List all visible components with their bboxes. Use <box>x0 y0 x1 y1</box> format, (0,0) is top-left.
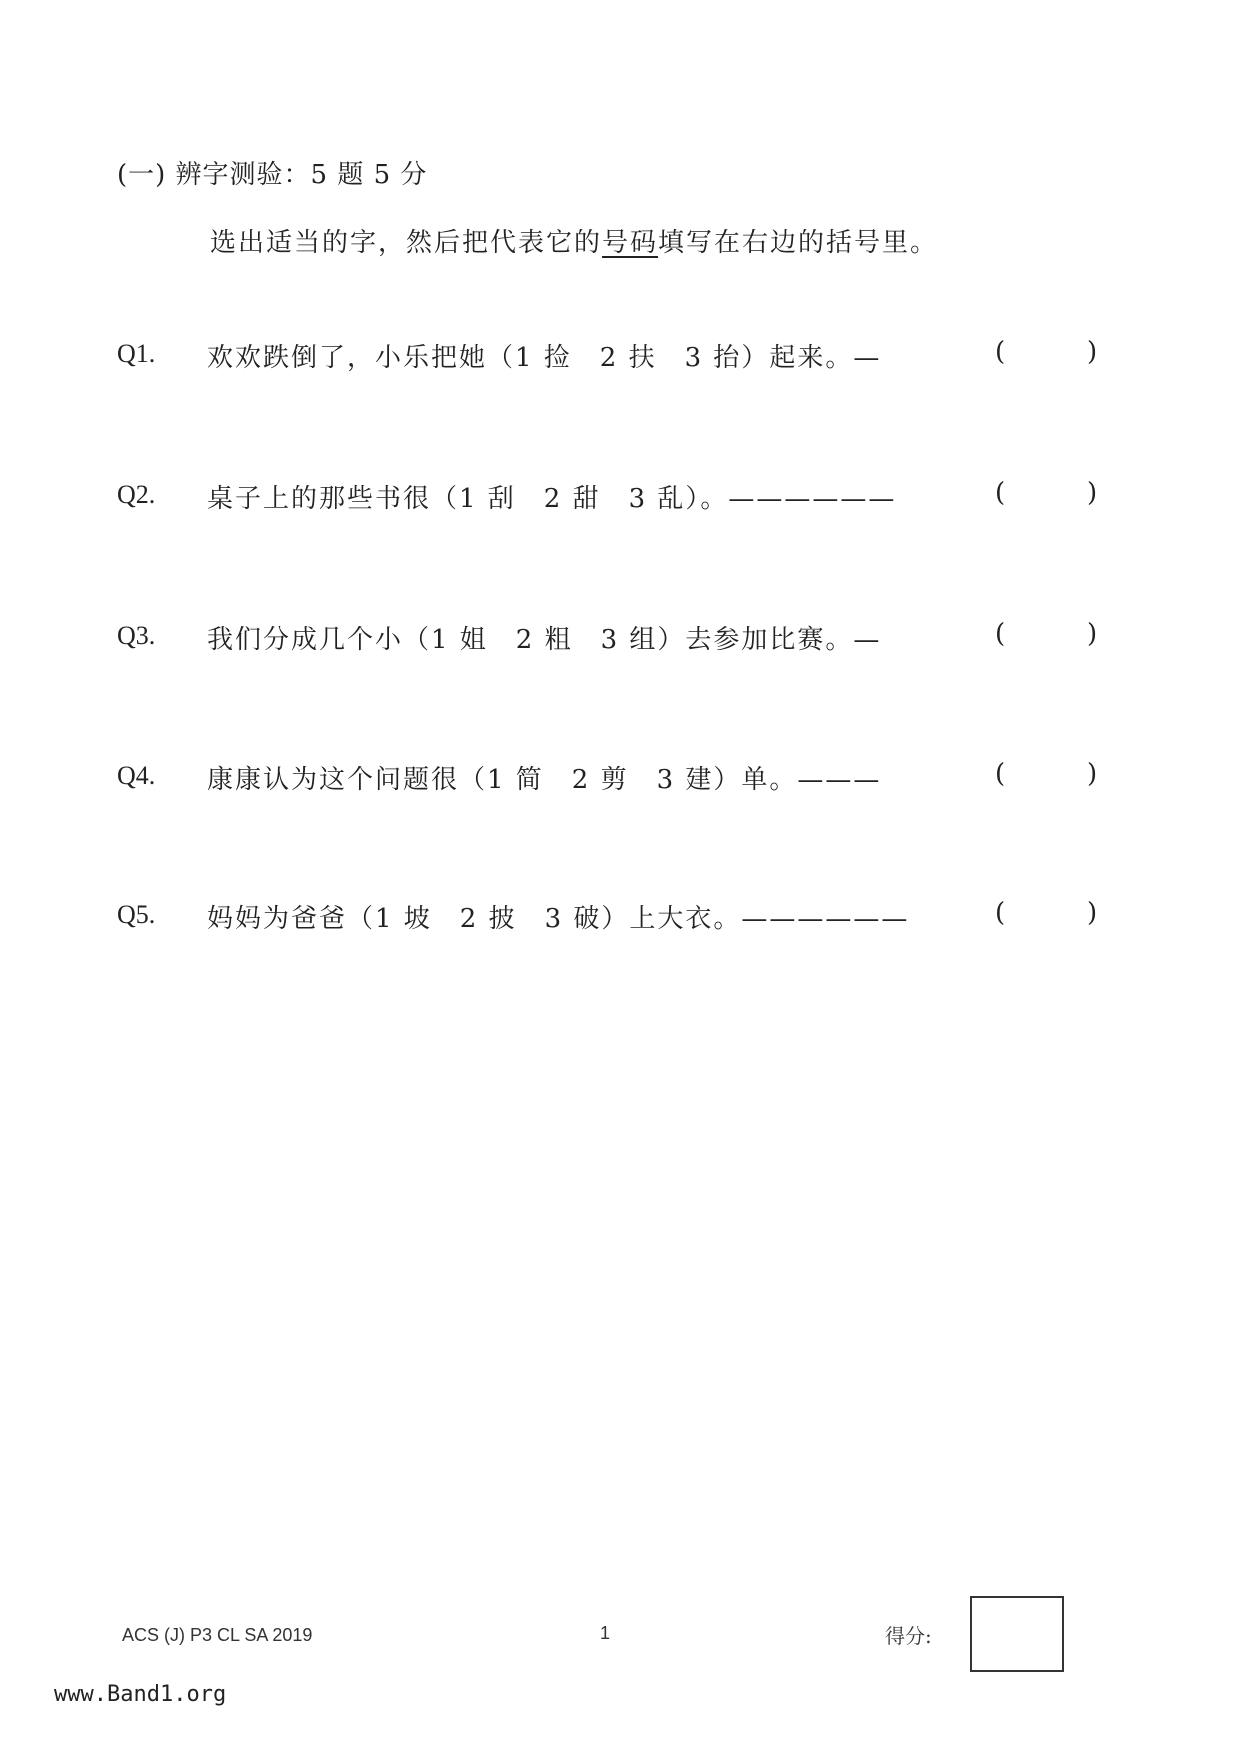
question-3 <box>117 619 1107 659</box>
question-number: Q1. <box>117 339 156 368</box>
instruction <box>210 222 938 259</box>
answer-bracket-close: ) <box>1087 759 1098 789</box>
question-text: 康康认为这个问题很（1 简 2 剪 3 建）单。——— <box>207 765 882 795</box>
answer-bracket-open: ( <box>995 619 1006 649</box>
footer-exam-code: ACS (J) P3 CL SA 2019 <box>122 1625 313 1645</box>
question-2 <box>117 478 1107 518</box>
question-number: Q3. <box>117 621 156 650</box>
page-number: 1 <box>600 1623 611 1643</box>
watermark: www.Band1.org <box>54 1682 227 1707</box>
question-number: Q2. <box>117 480 156 509</box>
answer-bracket-close: ) <box>1087 619 1098 649</box>
score-label: 得分: <box>885 1624 932 1648</box>
question-text: 欢欢跌倒了，小乐把她（1 捡 2 扶 3 抬）起来。— <box>207 343 882 373</box>
answer-bracket-close: ) <box>1087 337 1098 367</box>
answer-bracket-open: ( <box>995 898 1006 928</box>
question-text: 我们分成几个小（1 姐 2 粗 3 组）去参加比赛。— <box>207 625 882 655</box>
answer-bracket-close: ) <box>1087 898 1098 928</box>
answer-bracket-open: ( <box>995 759 1006 789</box>
answer-bracket-open: ( <box>995 337 1006 367</box>
question-number: Q4. <box>117 761 156 790</box>
instruction-underlined: 号码 <box>602 228 659 258</box>
question-5 <box>117 898 1107 938</box>
answer-bracket-open: ( <box>995 478 1006 508</box>
section-title: (一) 辨字测验：5 题 5 分 <box>117 160 428 190</box>
instruction-text: 选出适当的字，然后把代表它的 <box>210 228 603 258</box>
instruction-text-end: 填写在右边的括号里。 <box>658 228 939 258</box>
question-text: 妈妈为爸爸（1 坡 2 披 3 破）上大衣。—————— <box>207 904 910 934</box>
score-box[interactable] <box>970 1596 1064 1672</box>
answer-bracket-close: ) <box>1087 478 1098 508</box>
question-text: 桌子上的那些书很（1 刮 2 甜 3 乱）。—————— <box>207 484 897 514</box>
question-4 <box>117 759 1107 799</box>
question-1 <box>117 337 1107 377</box>
question-number: Q5. <box>117 900 156 929</box>
